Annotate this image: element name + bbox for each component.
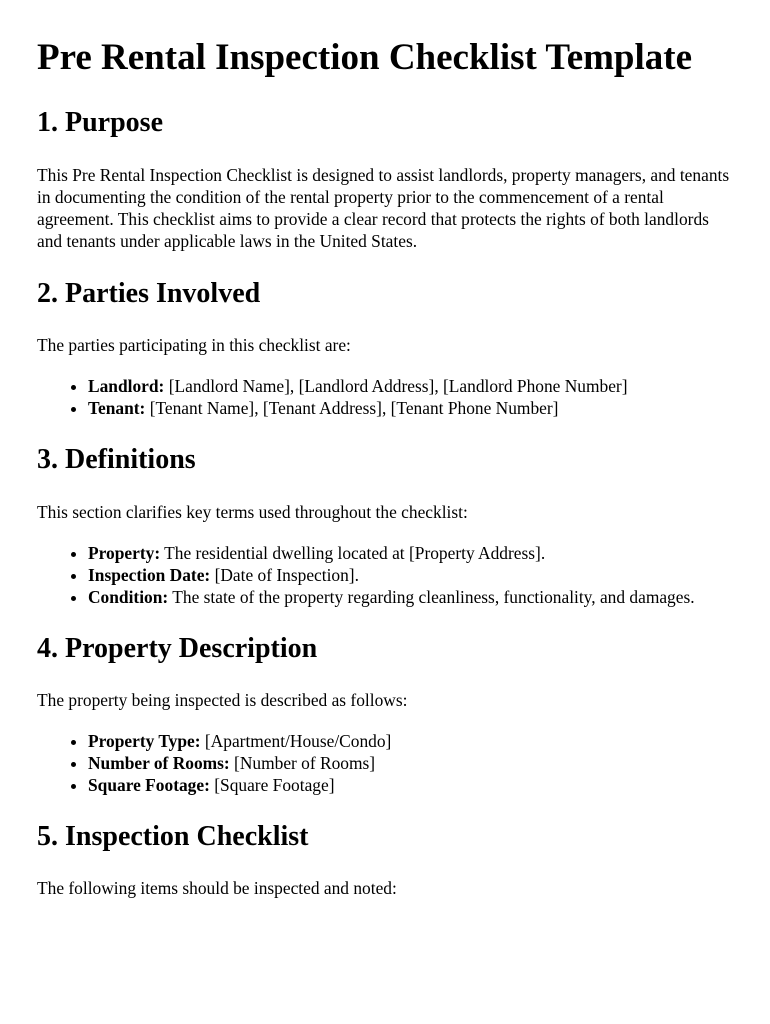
list-item: [88, 774, 734, 796]
list-item-term: Condition:: [88, 587, 169, 607]
section-heading-definitions: 3. Definitions: [37, 444, 196, 475]
list-item: [88, 375, 734, 397]
property-description-intro: The property being inspected is described as follows:: [37, 690, 408, 710]
definitions-intro: This section clarifies key terms used throughout the checklist:: [37, 502, 468, 522]
section-heading-property-description: 4. Property Description: [37, 633, 318, 664]
purpose-paragraph: This Pre Rental Inspection Checklist is designed to assist landlords, property managers, and tenants in documenting the condition of the rental property prior to the commencement of a rental agreement. This checklist aims to provide a clear record that protects the rights of both landlords and tenants under applicable laws in the United States.: [37, 165, 730, 251]
list-item: [88, 397, 734, 419]
list-item-term: Number of Rooms:: [88, 753, 230, 773]
section-heading-purpose: 1. Purpose: [37, 107, 163, 138]
list-item: [88, 542, 734, 564]
list-item-term: Tenant:: [88, 398, 146, 418]
list-item-text: [Tenant Name], [Tenant Address], [Tenant Phone Number]: [145, 398, 559, 418]
list-item-term: Square Footage:: [88, 775, 210, 795]
property-description-list: [37, 730, 734, 796]
list-item: [88, 730, 734, 752]
list-item-text: The residential dwelling located at [Property Address].: [160, 543, 546, 563]
list-item: [88, 752, 734, 774]
inspection-checklist-intro: The following items should be inspected and noted:: [37, 878, 397, 898]
section-heading-inspection-checklist: 5. Inspection Checklist: [37, 821, 309, 852]
definitions-list: [37, 542, 734, 608]
parties-intro: The parties participating in this checklist are:: [37, 335, 351, 355]
list-item-term: Landlord:: [88, 376, 165, 396]
document-title: Pre Rental Inspection Checklist Template: [37, 37, 693, 78]
list-item-text: [Apartment/House/Condo]: [200, 731, 392, 751]
list-item: [88, 586, 734, 608]
list-item-term: Property:: [88, 543, 161, 563]
parties-list: [37, 375, 734, 419]
list-item-text: The state of the property regarding cleanliness, functionality, and damages.: [168, 587, 695, 607]
list-item-term: Property Type:: [88, 731, 201, 751]
list-item: [88, 564, 734, 586]
list-item-text: [Date of Inspection].: [210, 565, 359, 585]
list-item-term: Inspection Date:: [88, 565, 211, 585]
list-item-text: [Number of Rooms]: [229, 753, 376, 773]
list-item-text: [Square Footage]: [209, 775, 335, 795]
section-heading-parties: 2. Parties Involved: [37, 278, 261, 309]
list-item-text: [Landlord Name], [Landlord Address], [Landlord Phone Number]: [164, 376, 628, 396]
